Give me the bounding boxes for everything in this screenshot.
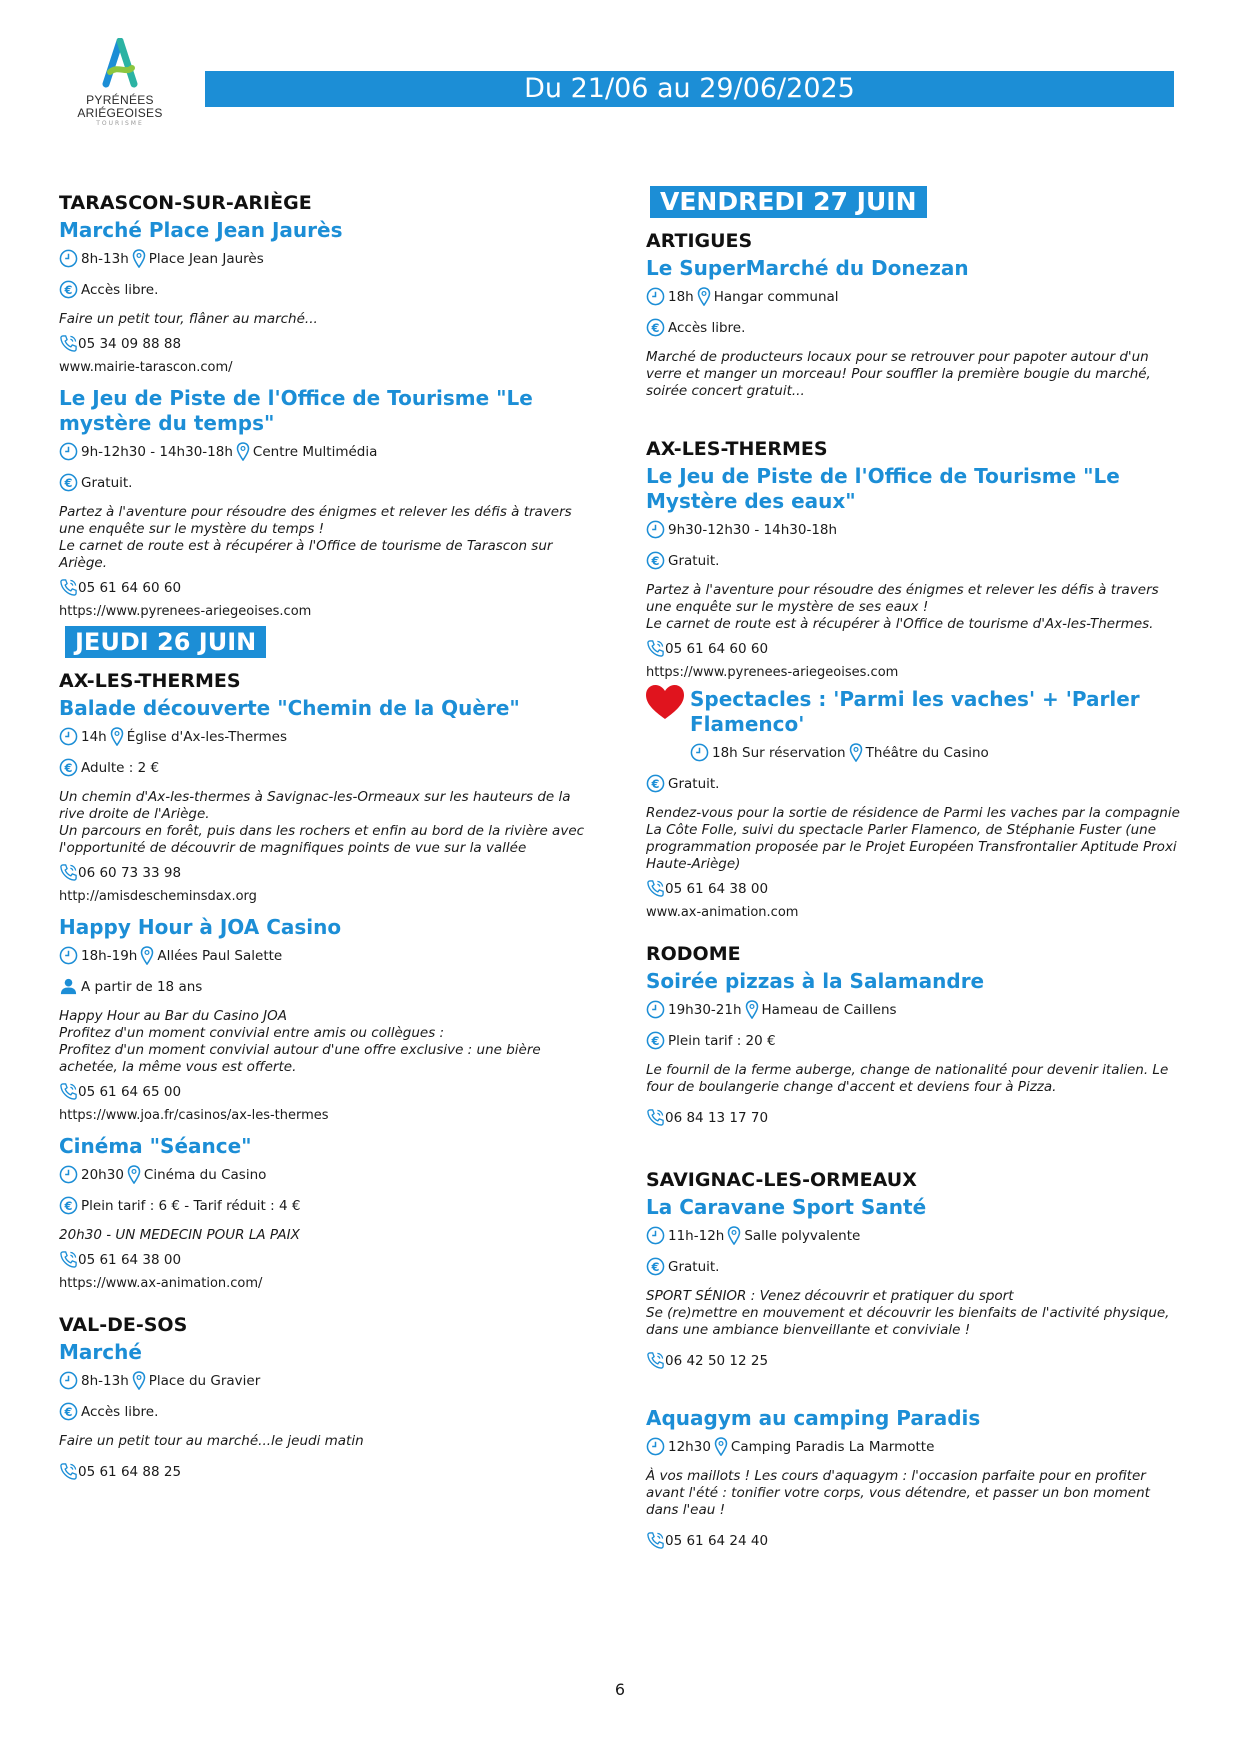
event-meta: [646, 1226, 1186, 1245]
event-place: Cinéma du Casino: [143, 1166, 267, 1183]
phone-icon: [646, 1351, 665, 1370]
event-meta: [59, 727, 599, 746]
clock-icon: [646, 287, 665, 306]
event-price: Accès libre.: [668, 319, 746, 336]
pin-icon: [127, 1165, 141, 1184]
event-description: Profitez d'un moment convivial entre amis ou collègues :: [59, 1025, 445, 1041]
event-meta: [59, 946, 599, 965]
phone-icon: [59, 1082, 78, 1101]
event-price: Plein tarif : 6 € - Tarif réduit : 4 €: [81, 1197, 301, 1214]
pin-icon: [745, 1000, 759, 1019]
event-phone: 05 61 64 38 00: [665, 880, 769, 897]
event-title: Le SuperMarché du Donezan: [646, 256, 969, 280]
euro-icon: [646, 774, 665, 793]
event-description: Faire un petit tour au marché...le jeudi matin: [59, 1433, 364, 1449]
event-place: Salle polyvalente: [744, 1227, 861, 1244]
event-title: Marché: [59, 1340, 142, 1364]
clock-icon: [646, 520, 665, 539]
event-age: A partir de 18 ans: [81, 978, 203, 995]
event-description: SPORT SÉNIOR : Venez découvrir et pratiquer du sport: [646, 1288, 1014, 1304]
pin-icon: [697, 287, 711, 306]
event-description: Se (re)mettre en mouvement et découvrir les bienfaits de l'activité physique, dans une ambiance bienveillante et conviviale !: [646, 1305, 1170, 1338]
euro-icon: [59, 280, 78, 299]
event-time: 9h-12h30 - 14h30-18h: [81, 443, 233, 460]
phone-icon: [59, 578, 78, 597]
euro-icon: [59, 1196, 78, 1215]
event-price: Accès libre.: [81, 281, 159, 298]
clock-icon: [59, 727, 78, 746]
event-price: Gratuit.: [668, 775, 720, 792]
event-description: Partez à l'aventure pour résoudre des énigmes et relever les défis à travers une enquête sur le mystère du temps !: [59, 504, 572, 537]
event-price: Adulte : 2 €: [81, 759, 160, 776]
event-phone: 05 61 64 38 00: [78, 1251, 182, 1268]
day-heading: JEUDI 26 JUIN: [65, 626, 266, 658]
event-description: Un parcours en forêt, puis dans les rochers et enfin au bord de la rivière avec l'opportunité de découvrir de magnifiques points de vue sur la vallée: [59, 823, 585, 856]
event-title: Cinéma "Séance": [59, 1134, 252, 1158]
event-time: 8h-13h: [81, 250, 129, 267]
event-price-row: [646, 1257, 1186, 1276]
pin-icon: [110, 727, 124, 746]
event-place: Hangar communal: [713, 288, 839, 305]
event-title: Aquagym au camping Paradis: [646, 1406, 981, 1430]
logo-text-1: PYRÉNÉES: [86, 93, 154, 107]
event-price-row: [59, 473, 599, 492]
event-price-row: [646, 1031, 1186, 1050]
event-url[interactable]: https://www.ax-animation.com/: [59, 1276, 263, 1291]
event-phone-row: [646, 879, 1186, 898]
event-price: Gratuit.: [81, 474, 133, 491]
euro-icon: [59, 1402, 78, 1421]
phone-icon: [59, 863, 78, 882]
clock-icon: [646, 1437, 665, 1456]
event-phone-row: [646, 1531, 1186, 1550]
event-title: Le Jeu de Piste de l'Office de Tourisme "Le mystère du temps": [59, 386, 533, 435]
clock-icon: [59, 249, 78, 268]
event-time: 9h30-12h30 - 14h30-18h: [668, 521, 838, 538]
event-phone-row: [646, 1351, 1186, 1370]
event-place: Camping Paradis La Marmotte: [730, 1438, 935, 1455]
event-title: Balade découverte "Chemin de la Quère": [59, 696, 520, 720]
event-url[interactable]: www.ax-animation.com: [646, 905, 799, 920]
event-phone-row: [59, 1082, 599, 1101]
event-phone-row: [59, 1250, 599, 1269]
clock-icon: [690, 743, 709, 762]
pin-icon: [140, 946, 154, 965]
euro-icon: [59, 473, 78, 492]
euro-icon: [646, 318, 665, 337]
event-url[interactable]: https://www.joa.fr/casinos/ax-les-thermes: [59, 1108, 329, 1123]
event-meta: [59, 1165, 599, 1184]
phone-icon: [646, 1108, 665, 1127]
event-phone: 06 60 73 33 98: [78, 864, 182, 881]
event-price: Accès libre.: [81, 1403, 159, 1420]
event-description: Le fournil de la ferme auberge, change de nationalité pour devenir italien. Le four de boulangerie change d'accent et deviens four à Pizza.: [646, 1062, 1169, 1095]
euro-icon: [59, 758, 78, 777]
event-meta: [59, 1371, 599, 1390]
event-price-row: [646, 551, 1186, 570]
event-phone: 05 61 64 65 00: [78, 1083, 182, 1100]
event-description: Happy Hour au Bar du Casino JOA: [59, 1008, 287, 1024]
heart-icon: [644, 683, 686, 721]
event-phone: 05 61 64 60 60: [665, 640, 769, 657]
event-price: Gratuit.: [668, 1258, 720, 1275]
event-phone: 05 61 64 24 40: [665, 1532, 769, 1549]
town-heading: AX-LES-THERMES: [59, 670, 241, 692]
event-description: Le carnet de route est à récupérer à l'Office de tourisme de Tarascon sur Ariège.: [59, 538, 553, 571]
event-description: 20h30 - UN MEDECIN POUR LA PAIX: [59, 1227, 300, 1243]
event-title: Soirée pizzas à la Salamandre: [646, 969, 985, 993]
event-phone-row: [59, 578, 599, 597]
clock-icon: [59, 442, 78, 461]
date-range-banner: Du 21/06 au 29/06/2025: [205, 71, 1174, 107]
town-heading: TARASCON-SUR-ARIÈGE: [59, 192, 312, 214]
clock-icon: [646, 1226, 665, 1245]
event-meta: [690, 743, 1186, 762]
event-price-row: [59, 1402, 599, 1421]
pin-icon: [849, 743, 863, 762]
phone-icon: [59, 1462, 78, 1481]
logo-text-2: ARIÉGEOISES: [77, 106, 163, 120]
event-phone-row: [59, 1462, 599, 1481]
town-heading: ARTIGUES: [646, 230, 753, 252]
person-icon: [59, 977, 78, 996]
event-description: Marché de producteurs locaux pour se retrouver pour papoter autour d'un verre et manger un morceau! Pour souffler la première bougie du marché, soirée concert gratuit...: [646, 349, 1151, 399]
phone-icon: [59, 1250, 78, 1269]
event-phone-row: [59, 334, 599, 353]
event-meta: [646, 287, 1186, 306]
logo-mark-icon: [100, 38, 140, 90]
event-title: La Caravane Sport Santé: [646, 1195, 927, 1219]
logo: [60, 38, 180, 127]
event-place: Place Jean Jaurès: [148, 250, 264, 267]
event-time: 8h-13h: [81, 1372, 129, 1389]
event-phone: 06 84 13 17 70: [665, 1109, 769, 1126]
clock-icon: [59, 1371, 78, 1390]
event-time: 18h Sur réservation: [712, 744, 846, 761]
event-description: Rendez-vous pour la sortie de résidence de Parmi les vaches par la compagnie La Côte Folle, suivi du spectacle Parler Flamenco, de Stéphanie Fuster (une programmation proposée par le Projet Européen Transfrontalier Aptitude Proxi Haute-Ariège): [646, 805, 1180, 872]
pin-icon: [132, 1371, 146, 1390]
event-price: Gratuit.: [668, 552, 720, 569]
event-price-row: [646, 774, 1186, 793]
page-number: 6: [614, 1680, 626, 1699]
event-phone: 05 61 64 60 60: [78, 579, 182, 596]
event-place: Centre Multimédia: [252, 443, 378, 460]
phone-icon: [646, 879, 665, 898]
event-description: À vos maillots ! Les cours d'aquagym : l'occasion parfaite pour en profiter avant l'été : tonifier votre corps, vous détendre, et passer un bon moment dans l'eau !: [646, 1468, 1150, 1518]
phone-icon: [646, 639, 665, 658]
right-column: [646, 186, 1186, 1556]
pin-icon: [714, 1437, 728, 1456]
event-time: 11h-12h: [668, 1227, 725, 1244]
town-heading: AX-LES-THERMES: [646, 438, 828, 460]
event-age-row: [59, 977, 599, 996]
euro-icon: [646, 1257, 665, 1276]
event-url[interactable]: https://www.pyrenees-ariegeoises.com: [59, 604, 312, 619]
town-heading: VAL-DE-SOS: [59, 1314, 188, 1336]
event-url[interactable]: http://amisdescheminsdax.org: [59, 889, 257, 904]
event-place: Église d'Ax-les-Thermes: [126, 728, 287, 745]
event-title: Happy Hour à JOA Casino: [59, 915, 342, 939]
event-description: Partez à l'aventure pour résoudre des énigmes et relever les défis à travers une enquête sur le mystère de ses eaux !: [646, 582, 1159, 615]
event-place: Théâtre du Casino: [865, 744, 989, 761]
event-title: Marché Place Jean Jaurès: [59, 218, 343, 242]
event-place: Place du Gravier: [148, 1372, 261, 1389]
clock-icon: [646, 1000, 665, 1019]
spectacle-block: [646, 687, 1186, 762]
event-title: Spectacles : 'Parmi les vaches' + 'Parler Flamenco': [690, 687, 1140, 736]
clock-icon: [59, 1165, 78, 1184]
logo-text-3: TOURISME: [96, 120, 144, 127]
event-phone-row: [59, 863, 599, 882]
event-price-row: [59, 758, 599, 777]
phone-icon: [59, 334, 78, 353]
event-description: Un chemin d'Ax-les-thermes à Savignac-les-Ormeaux sur les hauteurs de la rive droite de l'Ariège.: [59, 789, 571, 822]
event-meta: [59, 442, 599, 461]
pin-icon: [727, 1226, 741, 1245]
event-time: 14h: [81, 728, 107, 745]
euro-icon: [646, 551, 665, 570]
event-place: Allées Paul Salette: [157, 947, 283, 964]
pin-icon: [236, 442, 250, 461]
event-time: 18h: [668, 288, 694, 305]
event-phone: 05 34 09 88 88: [78, 335, 182, 352]
event-phone-row: [646, 1108, 1186, 1127]
event-description: Faire un petit tour, flâner au marché...: [59, 311, 318, 327]
event-phone: 05 61 64 88 25: [78, 1463, 182, 1480]
euro-icon: [646, 1031, 665, 1050]
phone-icon: [646, 1531, 665, 1550]
event-time: 20h30: [81, 1166, 124, 1183]
event-place: Hameau de Caillens: [761, 1001, 897, 1018]
event-url[interactable]: https://www.pyrenees-ariegeoises.com: [646, 665, 899, 680]
event-price: Plein tarif : 20 €: [668, 1032, 776, 1049]
event-phone-row: [646, 639, 1186, 658]
town-heading: RODOME: [646, 943, 741, 965]
event-price-row: [59, 280, 599, 299]
event-description: Le carnet de route est à récupérer à l'Office de tourisme d'Ax-les-Thermes.: [646, 616, 1154, 632]
event-title: Le Jeu de Piste de l'Office de Tourisme "Le Mystère des eaux": [646, 464, 1120, 513]
event-time: 18h-19h: [81, 947, 138, 964]
clock-icon: [59, 946, 78, 965]
event-price-row: [646, 318, 1186, 337]
event-meta: [646, 520, 1186, 539]
event-meta: [59, 249, 599, 268]
event-price-row: [59, 1196, 599, 1215]
event-url[interactable]: www.mairie-tarascon.com/: [59, 360, 233, 375]
town-heading: SAVIGNAC-LES-ORMEAUX: [646, 1169, 917, 1191]
event-phone: 06 42 50 12 25: [665, 1352, 769, 1369]
event-meta: [646, 1000, 1186, 1019]
left-column: [59, 190, 599, 1487]
day-heading: VENDREDI 27 JUIN: [650, 186, 927, 218]
event-meta: [646, 1437, 1186, 1456]
event-description: Profitez d'un moment convivial autour d'une offre exclusive : une bière achetée, la même vous est offerte.: [59, 1042, 541, 1075]
event-time: 19h30-21h: [668, 1001, 742, 1018]
pin-icon: [132, 249, 146, 268]
event-time: 12h30: [668, 1438, 711, 1455]
